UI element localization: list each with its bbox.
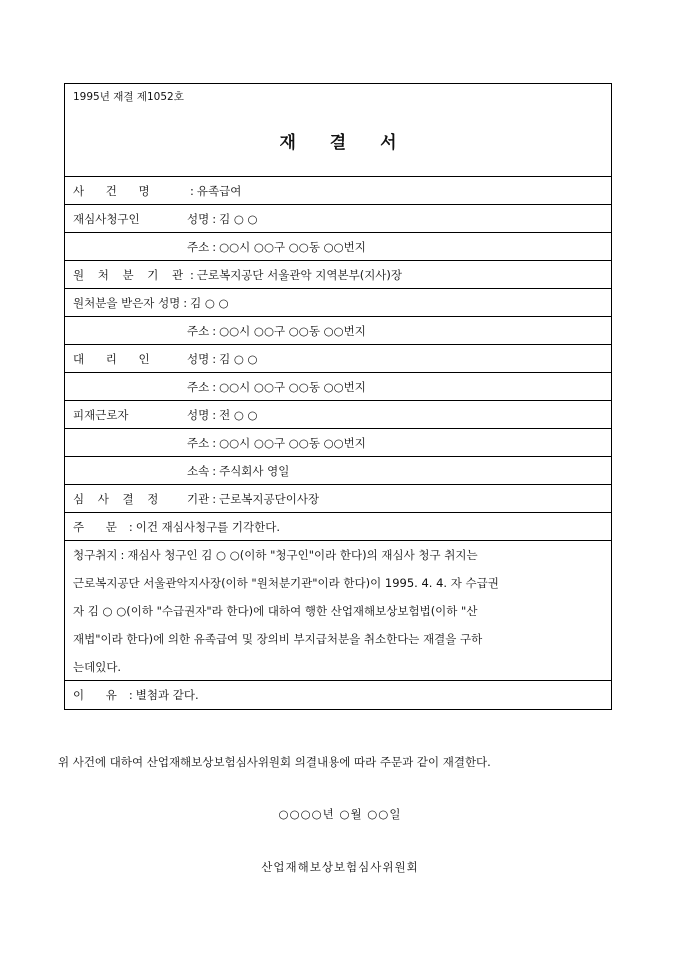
address-label: 주소 — [187, 240, 210, 254]
row-recipient-address: 주소 : ○○시 ○○구 ○○동 ○○번지 — [65, 317, 611, 345]
document-title: 재 결 서 — [279, 133, 411, 153]
main-label: 주 문 — [73, 520, 126, 534]
worker-name: 전 ○ ○ — [219, 408, 258, 422]
case-number: 1995년 재결 제1052호 — [73, 91, 184, 103]
row-agent-name: 대 리 인 성명 : 김 ○ ○ — [65, 345, 611, 373]
row-requester-name: 재심사청구인 성명 : 김 ○ ○ — [65, 205, 611, 233]
name-label: 성명 — [187, 352, 210, 366]
row-reason: 이 유 : 별첨과 같다. — [73, 688, 199, 702]
decision-org-value: 근로복지공단이사장 — [219, 492, 320, 506]
row-decision-org: 심 사 결 정 기관 : 근로복지공단이사장 — [65, 485, 611, 513]
purpose-line-1: 청구취지 : 재심사 청구인 김 ○ ○(이하 "청구인"이라 한다)의 재심사 청구 취지는 — [73, 548, 478, 562]
address-label: 주소 — [187, 436, 210, 450]
requester-address: ○○시 ○○구 ○○동 ○○번지 — [219, 240, 366, 254]
row-main: 주 문 : 이건 재심사청구를 기각한다. — [65, 513, 611, 541]
case-value: 유족급여 — [196, 184, 242, 198]
purpose-label: 청구취지 — [73, 548, 118, 562]
row-worker-name: 피재근로자 성명 : 전 ○ ○ — [65, 401, 611, 429]
decision-document — [64, 83, 612, 710]
decision-label: 심 사 결 정 — [73, 492, 164, 506]
reason-value: 별첨과 같다. — [135, 688, 199, 702]
agency-label: 원 처 분 기 관 — [73, 268, 189, 282]
agent-address: ○○시 ○○구 ○○동 ○○번지 — [219, 380, 366, 394]
recipient-name: 김 ○ ○ — [190, 296, 229, 310]
decision-date: ○○○○년 ○월 ○○일 — [278, 807, 402, 821]
purpose-line-2: 근로복지공단 서울관악지사장(이하 "원처분기관"이라 한다)이 1995. 4. 4. 자 수급권 — [73, 576, 499, 590]
affiliation-label: 소속 — [187, 464, 210, 478]
worker-address: ○○시 ○○구 ○○동 ○○번지 — [219, 436, 366, 450]
worker-label: 피재근로자 — [73, 408, 129, 422]
purpose-line-4: 재법"이라 한다)에 의한 유족급여 및 장의비 부지급처분을 취소한다는 재결을 구하 — [73, 632, 483, 646]
purpose-text-1: 재심사 청구인 김 ○ ○(이하 "청구인"이라 한다)의 재심사 청구 취지는 — [127, 548, 478, 562]
name-label: 성명 — [187, 212, 210, 226]
decision-org-label: 기관 — [187, 492, 210, 506]
row-worker-address: 주소 : ○○시 ○○구 ○○동 ○○번지 — [65, 429, 611, 457]
worker-affiliation: 주식회사 영일 — [219, 464, 290, 478]
purpose-line-3: 자 김 ○ ○(이하 "수급권자"라 한다)에 대하여 행한 산업재해보상보험법(이하 "산 — [73, 604, 478, 618]
agency-value: 근로복지공단 서울관악 지역본부(지사)장 — [196, 268, 403, 282]
recipient-label: 원처분을 받은자 — [73, 296, 155, 310]
purpose-line-5: 는데있다. — [65, 653, 611, 681]
requester-name: 김 ○ ○ — [219, 212, 258, 226]
requester-label: 재심사청구인 — [73, 212, 140, 226]
row-case: 사 건 명 : 유족급여 — [65, 177, 611, 205]
row-recipient-name: 원처분을 받은자 성명 : 김 ○ ○ — [65, 289, 611, 317]
row-agent-address: 주소 : ○○시 ○○구 ○○동 ○○번지 — [65, 373, 611, 401]
decision-statement: 위 사건에 대하여 산업재해보상보험심사위원회 의결내용에 따라 주문과 같이 재결한다. — [58, 755, 491, 769]
name-label: 성명 — [158, 296, 181, 310]
recipient-address: ○○시 ○○구 ○○동 ○○번지 — [219, 324, 366, 338]
agent-name: 김 ○ ○ — [219, 352, 258, 366]
reason-label: 이 유 — [73, 688, 126, 702]
document-header — [65, 84, 611, 177]
name-label: 성명 — [187, 408, 210, 422]
row-agency: 원 처 분 기 관 : 근로복지공단 서울관악 지역본부(지사)장 — [65, 261, 611, 289]
main-value: 이건 재심사청구를 기각한다. — [135, 520, 281, 534]
committee-name: 산업재해보상보험심사위원회 — [261, 860, 419, 874]
row-worker-affiliation: 소속 : 주식회사 영일 — [65, 457, 611, 485]
case-label: 사 건 명 — [73, 184, 159, 198]
agent-label: 대 리 인 — [73, 352, 159, 366]
address-label: 주소 — [187, 380, 210, 394]
row-requester-address: 주소 : ○○시 ○○구 ○○동 ○○번지 — [65, 233, 611, 261]
address-label: 주소 — [187, 324, 210, 338]
